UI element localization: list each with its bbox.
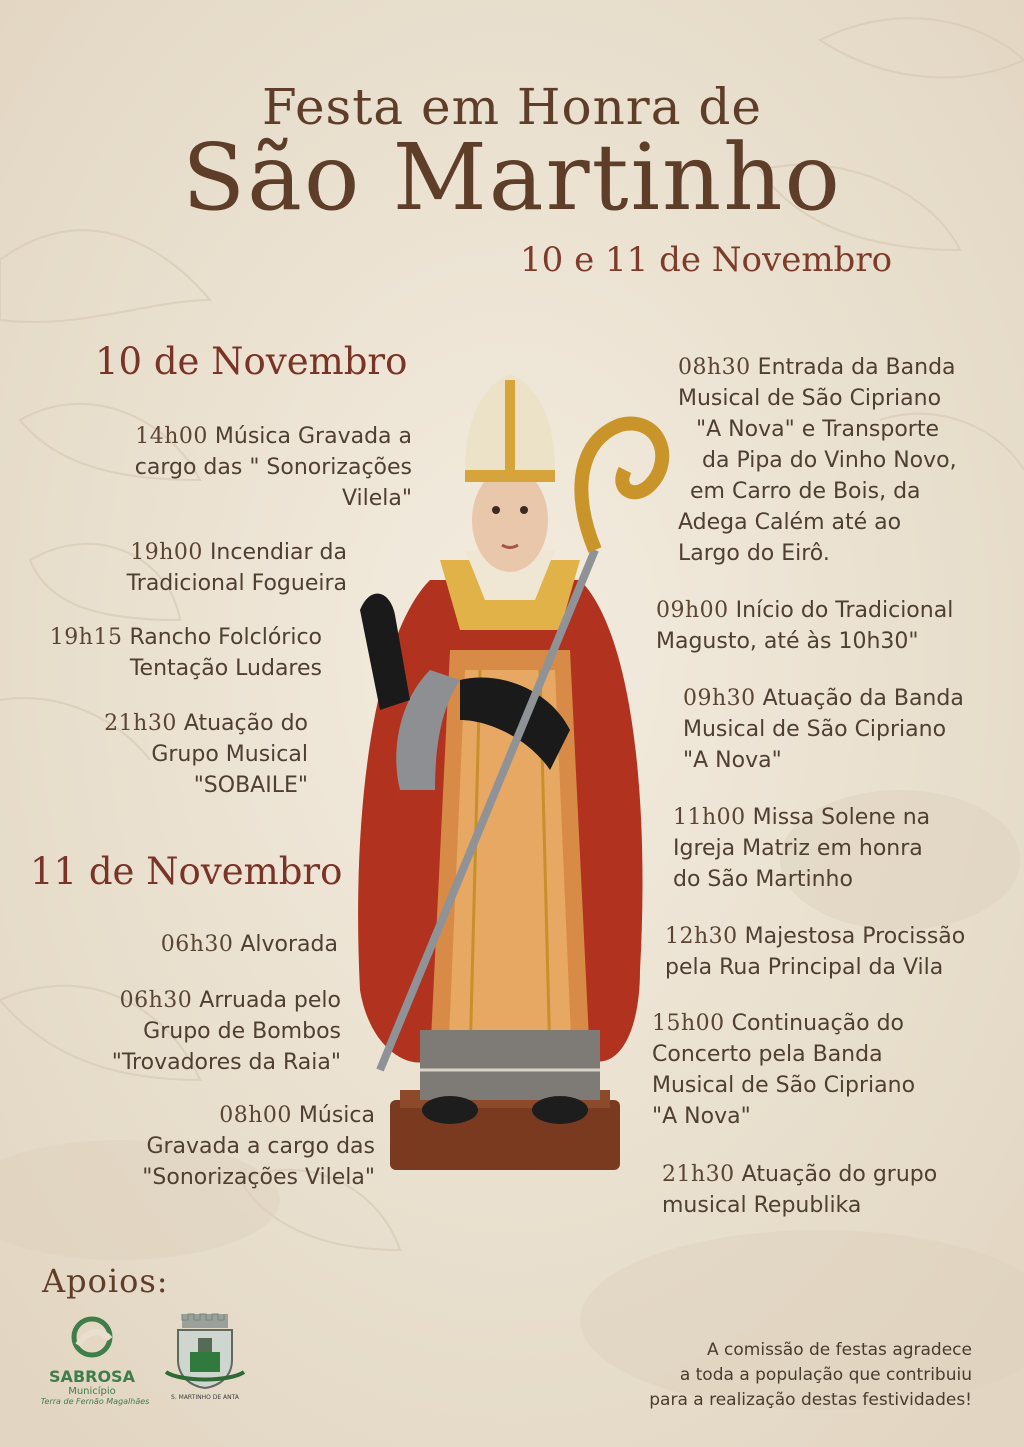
event-time: 19h15 (49, 625, 123, 650)
event-text: musical Republika (662, 1193, 862, 1218)
thanks-line: a toda a população que contribuiu (679, 1365, 972, 1385)
event-time: 09h00 (656, 598, 729, 623)
event-text: pela Rua Principal da Vila (665, 955, 944, 980)
event-text: "A Nova" e Transporte (696, 417, 939, 442)
event-time: 06h30 (160, 932, 234, 957)
sabrosa-sub: Município (68, 1386, 116, 1397)
event-text: "A Nova" (652, 1104, 751, 1129)
event-text: Alvorada (240, 932, 338, 957)
coat-of-arms-label: S. MARTINHO DE ANTA (171, 1394, 239, 1401)
event-day2-right-7 (662, 1159, 992, 1221)
coat-of-arms-shield (160, 1312, 250, 1390)
event-text: Missa Solene na (752, 805, 931, 830)
event-text: "Sonorizações Vilela" (142, 1165, 375, 1190)
thanks-message (620, 1338, 972, 1413)
event-text: Vilela" (341, 486, 412, 511)
event-day2-right-3 (683, 683, 1003, 776)
event-text: Música Gravada a (214, 424, 412, 449)
event-text: Rancho Folclórico (129, 625, 322, 650)
event-time: 21h30 (104, 711, 177, 736)
event-time: 12h30 (665, 924, 738, 949)
event-day2-right-5 (665, 921, 1005, 983)
sabrosa-name: SABROSA (49, 1367, 135, 1386)
event-text: Atuação da Banda (762, 686, 964, 711)
event-time: 15h00 (652, 1011, 725, 1036)
event-text: da Pipa do Vinho Novo, (702, 448, 957, 473)
sabrosa-logo-mark (40, 1315, 160, 1363)
event-text: Música (298, 1103, 375, 1128)
event-time: 08h00 (219, 1103, 292, 1128)
event-text: Tentação Ludares (129, 656, 322, 681)
thanks-line: A comissão de festas agradece (707, 1340, 972, 1360)
event-text: do São Martinho (673, 867, 853, 892)
event-time: 14h00 (135, 424, 208, 449)
event-text: Magusto, até às 10h30" (656, 629, 919, 654)
event-text: Majestosa Procissão (744, 924, 966, 949)
event-text: Adega Calém até ao (678, 510, 902, 535)
event-time: 06h30 (119, 988, 193, 1013)
supporters-label: Apoios: (42, 1262, 169, 1300)
sabrosa-logo (40, 1315, 160, 1415)
event-text: em Carro de Bois, da (690, 479, 921, 504)
event-text: Musical de São Cipriano (678, 386, 942, 411)
event-time: 08h30 (678, 355, 751, 380)
event-text: Atuação do grupo (741, 1162, 938, 1187)
sabrosa-tagline: Terra de Fernão Magalhães (40, 1397, 150, 1406)
event-text: Grupo Musical (151, 742, 308, 767)
event-day1-4 (104, 708, 308, 801)
event-day1-2 (127, 537, 347, 599)
event-text: Incendiar da (209, 540, 347, 565)
event-text: Largo do Eirô. (678, 541, 830, 566)
event-text: Gravada a cargo das (146, 1134, 375, 1159)
event-text: "A Nova" (683, 748, 782, 773)
event-time: 11h00 (673, 805, 746, 830)
event-text: Musical de São Cipriano (652, 1073, 916, 1098)
event-day2-right-1 (678, 352, 998, 569)
event-text: Atuação do (183, 711, 308, 736)
event-text: "Trovadores da Raia" (111, 1050, 341, 1075)
event-day2-right-6 (652, 1008, 992, 1132)
event-text: Grupo de Bombos (143, 1019, 341, 1044)
title-line-2: São Martinho (182, 124, 842, 231)
event-text: Igreja Matriz em honra (673, 836, 923, 861)
event-day2-right-2 (656, 595, 996, 657)
event-time: 21h30 (662, 1162, 735, 1187)
event-text: Entrada da Banda (757, 355, 956, 380)
date-range: 10 e 11 de Novembro (520, 240, 893, 280)
thanks-line: para a realização destas festividades! (649, 1390, 972, 1410)
event-day2-left-1 (161, 929, 338, 960)
title-line-1: Festa em Honra de (261, 78, 762, 136)
event-day2-right-4 (673, 802, 993, 895)
event-text: Concerto pela Banda (652, 1042, 883, 1067)
event-time: 09h30 (683, 686, 756, 711)
event-time: 19h00 (130, 540, 203, 565)
day1-heading: 10 de Novembro (95, 340, 408, 383)
event-day2-left-2 (112, 985, 341, 1078)
coat-of-arms-icon (160, 1312, 250, 1412)
event-text: "SOBAILE" (193, 773, 308, 798)
event-text: cargo das " Sonorizações (134, 455, 412, 480)
event-text: Tradicional Fogueira (126, 571, 347, 596)
event-text: Continuação do (731, 1011, 904, 1036)
event-text: Início do Tradicional (735, 598, 954, 623)
event-text: Musical de São Cipriano (683, 717, 947, 742)
saint-statue-image (340, 370, 680, 1190)
event-day1-3 (50, 622, 322, 684)
day2-heading: 11 de Novembro (30, 850, 343, 893)
event-text: Arruada pelo (199, 988, 341, 1013)
